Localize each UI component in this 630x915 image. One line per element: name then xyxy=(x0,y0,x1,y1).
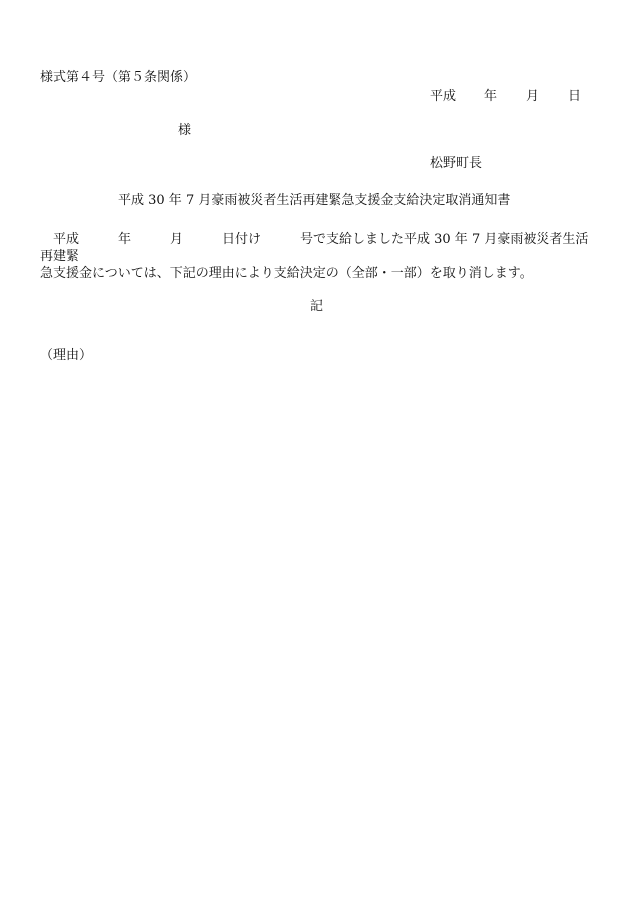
body-paragraph xyxy=(40,231,600,282)
date-day: 日 xyxy=(568,89,582,104)
date-month: 月 xyxy=(526,89,540,104)
date-line xyxy=(430,89,581,105)
recipient-suffix: 様 xyxy=(178,123,192,138)
issuer-name: 松野町長 xyxy=(430,156,483,171)
form-number-label: 様式第４号（第５条関係） xyxy=(40,70,197,85)
body-line-1: 平成 年 月 日付け 号で支給しました平成 30 年 7 月豪雨被災者生活再建緊 xyxy=(40,232,589,264)
date-year: 年 xyxy=(484,89,498,104)
reason-label: （理由） xyxy=(40,348,93,363)
document-title: 平成 30 年 7 月豪雨被災者生活再建緊急支援金支給決定取消通知書 xyxy=(118,193,511,208)
ki-heading: 記 xyxy=(310,299,324,314)
body-line-2: 急支援金については、下記の理由により支給決定の（全部・一部）を取り消します。 xyxy=(40,266,533,281)
date-era: 平成 xyxy=(430,89,457,104)
